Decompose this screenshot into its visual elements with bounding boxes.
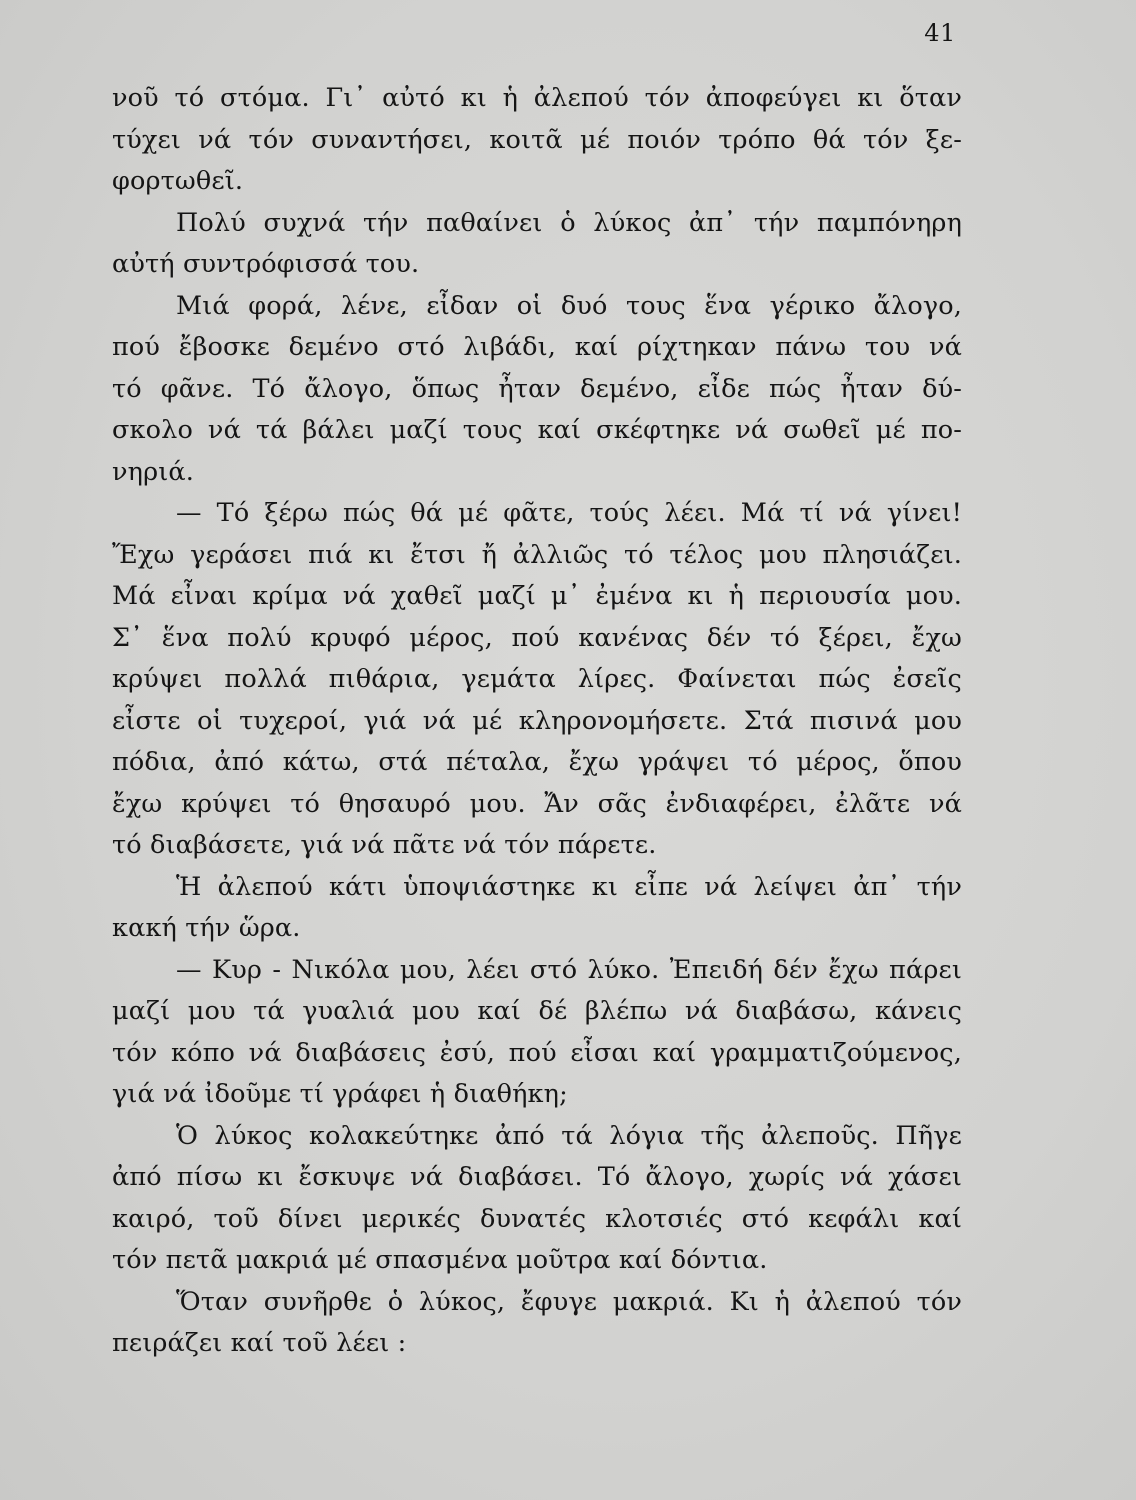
text-line: Ὅταν συνῆρθε ὁ λύκος, ἔφυγε μακριά. Κι ἡ ἀλεπού τόν bbox=[176, 1286, 962, 1317]
text-line: — Τό ξέρω πώς θά μέ φᾶτε, τούς λέει. Μά τί νά γίνει! bbox=[176, 498, 962, 528]
text-line: ἔχω κρύψει τό θησαυρό μου. Ἄν σᾶς ἐνδιαφέρει, ἐλᾶτε νά bbox=[112, 788, 962, 819]
text-line: πού ἔβοσκε δεμένο στό λιβάδι, καί ρίχτηκαν πάνω του νά bbox=[112, 332, 962, 362]
text-line: Ὁ λύκος κολακεύτηκε ἀπό τά λόγια τῆς ἀλεποῦς. Πῆγε bbox=[176, 1120, 962, 1151]
text-line: Πολύ συχνά τήν παθαίνει ὁ λύκος ἀπ᾽ τήν παμπόνηρη bbox=[176, 207, 962, 238]
text-line: Σ᾽ ἕνα πολύ κρυφό μέρος, πού κανένας δέν τό ξέρει, ἔχω bbox=[112, 622, 962, 653]
text-line: τόν πετᾶ μακριά μέ σπασμένα μοῦτρα καί δόντια. bbox=[112, 1245, 768, 1275]
text-line: νηριά. bbox=[112, 456, 194, 487]
text-line: αὐτή συντρόφισσά του. bbox=[112, 249, 420, 279]
text-line: — Κυρ - Νικόλα μου, λέει στό λύκο. Ἐπειδή δέν ἔχω πάρει bbox=[176, 954, 962, 985]
text-line: ἀπό πίσω κι ἔσκυψε νά διαβάσει. Τό ἄλογο, χωρίς νά χάσει bbox=[112, 1162, 962, 1192]
text-line: νοῦ τό στόμα. Γι᾽ αὐτό κι ἡ ἀλεπού τόν ἀποφεύγει κι ὅταν bbox=[112, 83, 962, 113]
text-line: Μιά φορά, λένε, εἶδαν οἱ δυό τους ἕνα γέρικο ἄλογο, bbox=[176, 290, 962, 321]
text-line: καιρό, τοῦ δίνει μερικές δυνατές κλοτσιές στό κεφάλι καί bbox=[112, 1203, 962, 1234]
text-line: πόδια, ἀπό κάτω, στά πέταλα, ἔχω γράψει τό μέρος, ὅπου bbox=[112, 747, 962, 777]
text-line: εἶστε οἱ τυχεροί, γιά νά μέ κληρονομήσετε. Στά πισινά μου bbox=[112, 705, 962, 736]
text-line: Ἡ ἀλεπού κάτι ὑποψιάστηκε κι εἶπε νά λείψει ἀπ᾽ τήν bbox=[176, 871, 962, 902]
text-line: πειράζει καί τοῦ λέει : bbox=[112, 1328, 407, 1358]
text-line: Ἔχω γεράσει πιά κι ἔτσι ἤ ἀλλιῶς τό τέλος μου πλησιάζει. bbox=[112, 539, 962, 570]
text-line: τύχει νά τόν συναντήσει, κοιτᾶ μέ ποιόν τρόπο θά τόν ξε- bbox=[112, 124, 962, 155]
text-line: μαζί μου τά γυαλιά μου καί δέ βλέπω νά διαβάσω, κάνεις bbox=[112, 996, 962, 1026]
text-line: τό φᾶνε. Τό ἄλογο, ὅπως ἦταν δεμένο, εἶδε πώς ἦταν δύ- bbox=[112, 373, 962, 404]
page-number: 41 bbox=[924, 19, 956, 47]
text-line: Μά εἶναι κρίμα νά χαθεῖ μαζί μ᾽ ἐμένα κι ἡ περιουσία μου. bbox=[112, 581, 962, 611]
text-line: κρύψει πολλά πιθάρια, γεμάτα λίρες. Φαίνεται πώς ἐσεῖς bbox=[112, 664, 962, 694]
text-line: σκολο νά τά βάλει μαζί τους καί σκέφτηκε νά σωθεῖ μέ πο- bbox=[112, 415, 962, 445]
text-line: γιά νά ἰδοῦμε τί γράφει ἡ διαθήκη; bbox=[112, 1079, 568, 1109]
text-line: φορτωθεῖ. bbox=[112, 166, 244, 196]
text-line: κακή τήν ὥρα. bbox=[112, 913, 301, 943]
body-text bbox=[112, 78, 962, 1365]
text-line: τό διαβάσετε, γιά νά πᾶτε νά τόν πάρετε. bbox=[112, 830, 657, 860]
text-line: τόν κόπο νά διαβάσεις ἐσύ, πού εἶσαι καί γραμματιζούμενος, bbox=[112, 1037, 962, 1068]
